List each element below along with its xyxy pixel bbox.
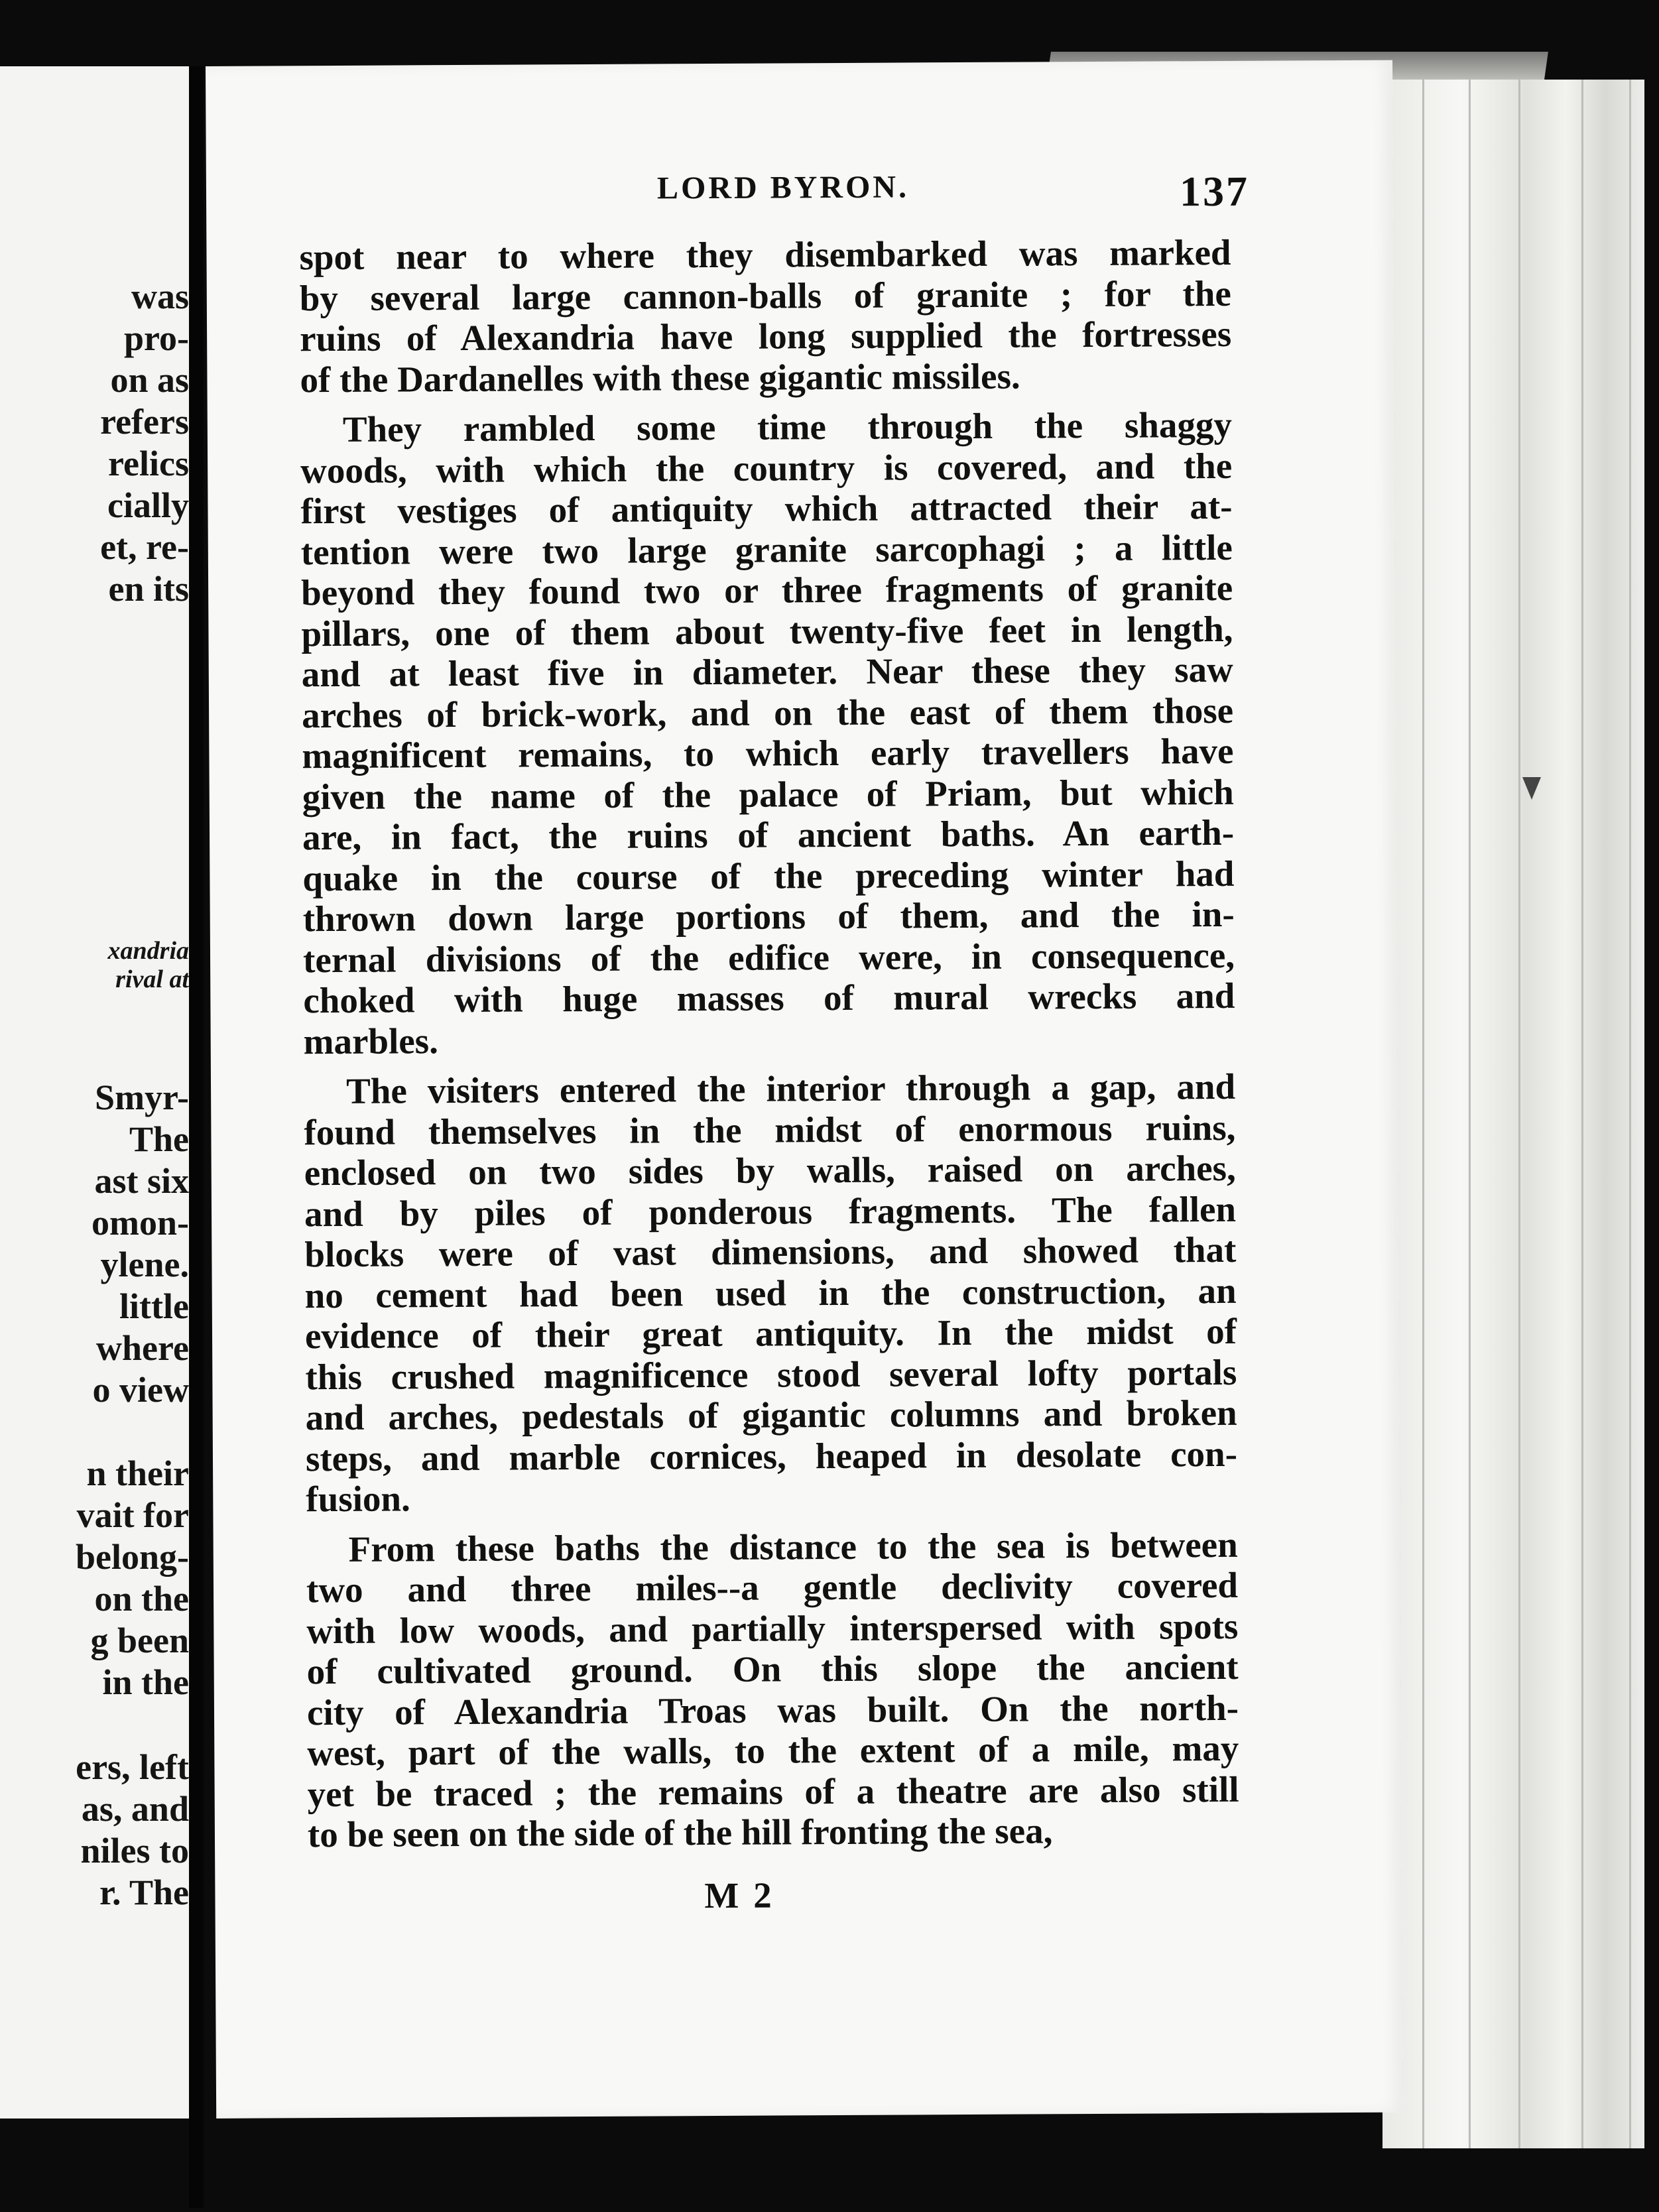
left-page-line: n their	[86, 1453, 189, 1493]
edge-line	[1469, 80, 1471, 2148]
page-block-edges	[1382, 80, 1644, 2148]
text-line: tention were two large granite sarcophagi ; a little	[300, 526, 1233, 572]
page-number: 137	[1179, 167, 1250, 215]
text-line: by several large cannon-balls of granite ; for the	[299, 273, 1231, 318]
left-page-line: as, and	[81, 1789, 189, 1829]
left-page-line: ylene.	[100, 1245, 189, 1284]
text-line: of the Dardanelles with these gigantic missiles.	[300, 355, 1020, 400]
paragraph	[300, 404, 1235, 1062]
left-page-line: where	[96, 1328, 189, 1368]
text-line: They rambled some time through the shaggy	[342, 404, 1233, 450]
text-line: this crushed magnificence stood several lofty portals	[305, 1351, 1237, 1397]
left-page-line: pro-	[123, 318, 189, 358]
gutter	[189, 66, 204, 2208]
text-line: city of Alexandria Troas was built. On the north-	[306, 1687, 1239, 1733]
left-page-line: xandria	[107, 937, 189, 965]
left-page-line: in the	[102, 1662, 189, 1702]
edge-line	[1581, 80, 1583, 2148]
edge-line	[1422, 80, 1424, 2148]
text-line: west, part of the walls, to the extent of a mile, may	[307, 1727, 1239, 1774]
left-page-line: The	[129, 1119, 189, 1159]
text-line: spot near to where they disembarked was marked	[299, 231, 1231, 278]
text-line: first vestiges of antiquity which attracted their at-	[300, 485, 1233, 532]
text-line: yet be traced ; the remains of a theatre are also still	[307, 1768, 1239, 1814]
text-line: beyond they found two or three fragments of granite	[300, 567, 1233, 613]
right-page	[206, 60, 1403, 2119]
left-page-line: on the	[94, 1579, 189, 1619]
paragraph	[299, 232, 1231, 400]
text-line: fusion.	[306, 1478, 410, 1520]
left-page-line: ast six	[94, 1161, 189, 1201]
text-line: blocks were of vast dimensions, and showed that	[304, 1229, 1237, 1275]
text-line: to be seen on the side of the hill fronting the sea,	[307, 1810, 1053, 1855]
left-page-line: refers	[100, 402, 189, 442]
left-page-line: et, re-	[100, 527, 189, 567]
text-line: From these baths the distance to the sea is between	[348, 1524, 1238, 1569]
text-line: evidence of their great antiquity. In the midst of	[304, 1310, 1237, 1357]
text-line: ternal divisions of the edifice were, in consequence,	[302, 934, 1235, 980]
left-page-line: o view	[92, 1370, 189, 1410]
left-page-line: cially	[107, 485, 189, 525]
text-line: woods, with which the country is covered, and the	[300, 445, 1233, 491]
text-line: no cement had been used in the construction, an	[304, 1270, 1237, 1316]
text-line: and arches, pedestals of gigantic columns and broken	[305, 1392, 1237, 1438]
text-line: arches of brick-work, and on the east of them those	[301, 690, 1234, 735]
left-page-line: niles to	[80, 1831, 189, 1871]
text-line: and at least five in diameter. Near these they saw	[301, 648, 1233, 695]
left-page-line: g been	[90, 1621, 189, 1660]
text-line: with low woods, and partially interspersed with spots	[306, 1605, 1239, 1651]
text-line: of cultivated ground. On this slope the ancient	[306, 1646, 1239, 1692]
left-page-line: omon-	[92, 1203, 189, 1243]
text-line: enclosed on two sides by walls, raised on arches,	[304, 1147, 1236, 1194]
left-page	[0, 66, 189, 2119]
left-page-line: relics	[108, 444, 189, 483]
left-page-line: belong-	[75, 1537, 189, 1577]
left-page-text	[0, 66, 189, 2119]
text-line: given the name of the palace of Priam, but which	[302, 771, 1234, 817]
edge-marker	[1522, 777, 1541, 800]
text-line: choked with huge masses of mural wrecks and	[303, 975, 1235, 1021]
text-line: two and three miles--a gentle declivity covered	[306, 1564, 1239, 1611]
signature-mark: M 2	[704, 1874, 774, 1916]
text-line: magnificent remains, to which early travellers have	[302, 730, 1234, 776]
text-line: marbles.	[303, 1020, 439, 1062]
edge-line	[1518, 80, 1520, 2148]
text-line: thrown down large portions of them, and the in-	[302, 893, 1235, 940]
running-head: LORD BYRON.	[656, 169, 910, 206]
left-page-line: r. The	[99, 1873, 189, 1912]
text-line: The visiters entered the interior through a gap, and	[345, 1066, 1236, 1111]
paragraph	[304, 1066, 1238, 1520]
edge-line	[1629, 80, 1631, 2148]
left-page-line: on as	[110, 360, 189, 400]
body-text	[299, 232, 1239, 1855]
left-page-line: was	[131, 276, 189, 316]
left-page-line: rival at	[115, 965, 189, 993]
left-page-line: Smyr-	[95, 1077, 189, 1117]
left-page-line: vait for	[76, 1495, 189, 1535]
text-line: steps, and marble cornices, heaped in desolate con-	[305, 1433, 1238, 1479]
text-line: found themselves in the midst of enormous ruins,	[304, 1107, 1236, 1152]
left-page-line: ers, left	[76, 1747, 189, 1787]
text-line: are, in fact, the ruins of ancient baths. An earth-	[302, 812, 1235, 858]
left-page-line: en its	[108, 569, 189, 609]
text-line: ruins of Alexandria have long supplied the fortresses	[299, 313, 1232, 359]
text-line: quake in the course of the preceding winter had	[302, 853, 1235, 898]
text-line: and by piles of ponderous fragments. The fallen	[304, 1188, 1237, 1234]
paragraph	[306, 1524, 1240, 1855]
left-page-line: little	[119, 1286, 189, 1326]
text-line: pillars, one of them about twenty-five feet in length,	[301, 608, 1233, 654]
